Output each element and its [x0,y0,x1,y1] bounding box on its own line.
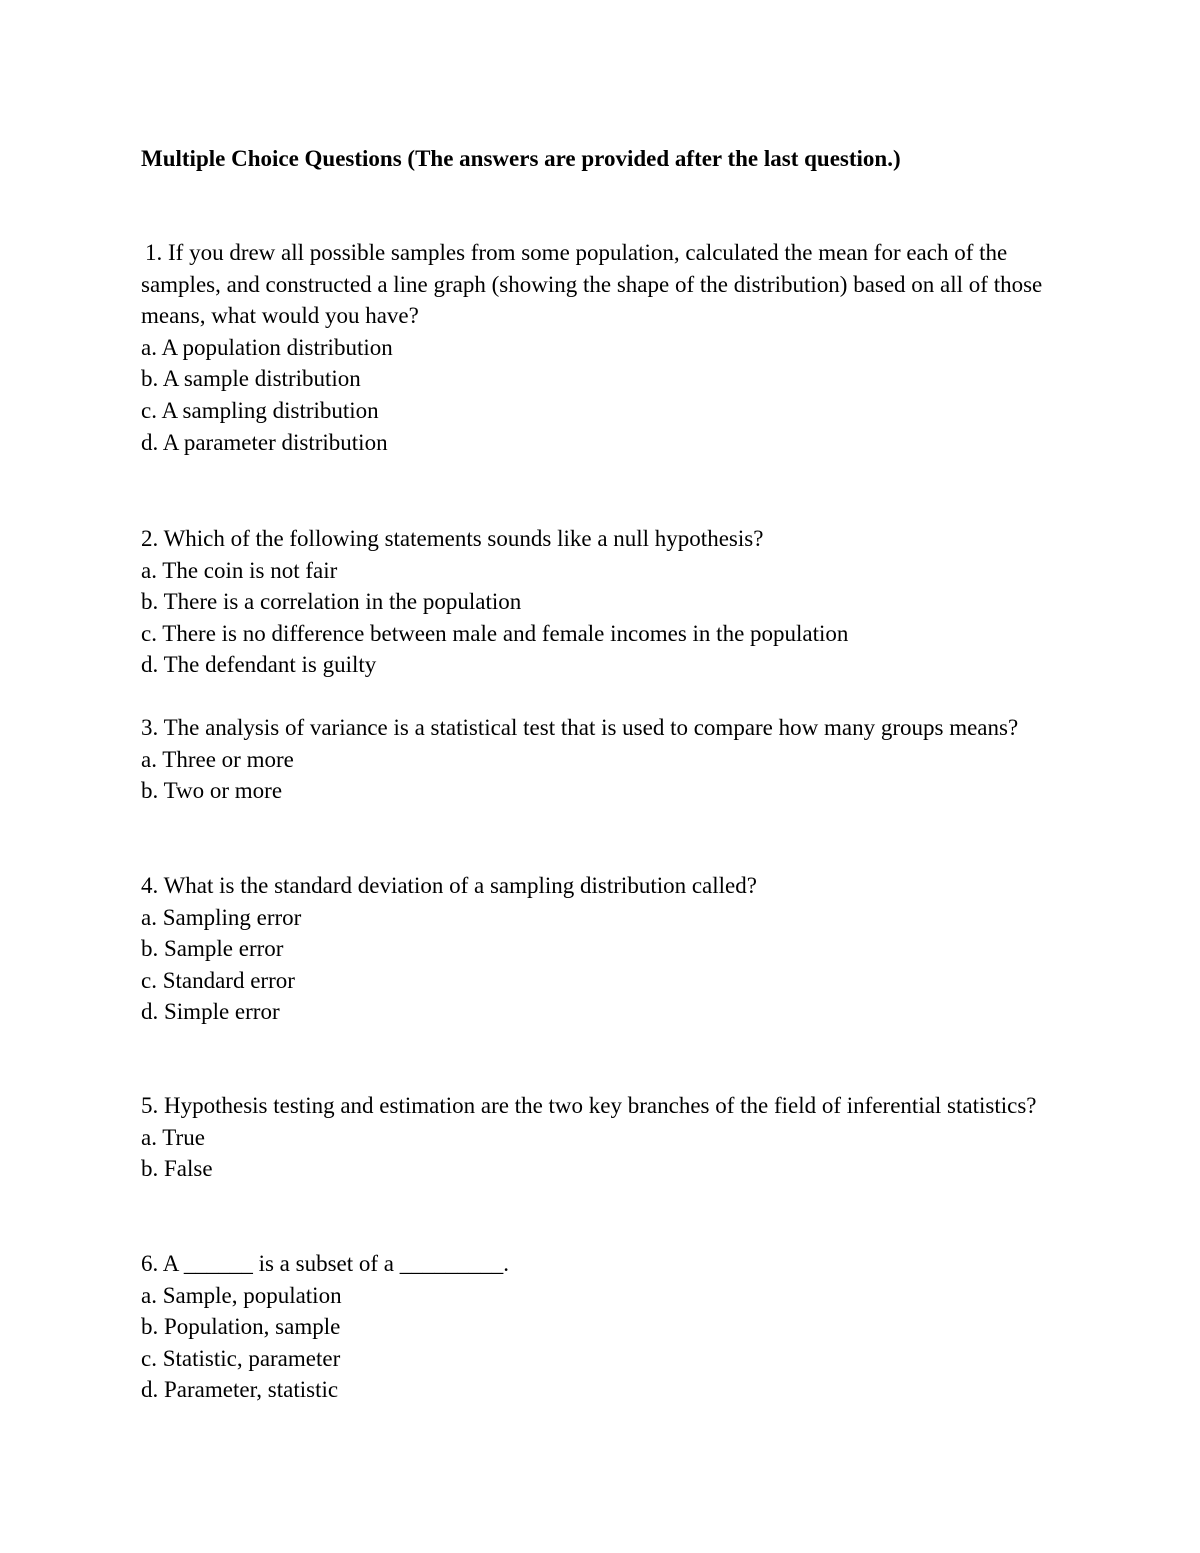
option-b: b. A sample distribution [141,366,361,392]
option-b: b. Population, sample [141,1314,341,1340]
option-c: c. A sampling distribution [141,397,379,423]
option-b: b. False [141,1156,213,1182]
option-b: b. Sample error [141,936,284,962]
question-4 [141,870,1071,1028]
question-text: 5. Hypothesis testing and estimation are the two key branches of the field of inferential statistics? [141,1093,1037,1118]
question-5 [141,1090,1071,1185]
question-text: 4. What is the standard deviation of a sampling distribution called? [141,873,757,898]
option-c: c. Statistic, parameter [141,1345,341,1371]
option-c: c. There is no difference between male and female incomes in the population [141,620,849,646]
question-text: 6. A ______ is a subset of a _________. [141,1251,509,1276]
option-b: b. Two or more [141,778,283,804]
option-a: a. Sampling error [141,904,302,930]
option-list [141,555,1071,681]
option-list [141,902,1071,1028]
option-list [141,1280,1071,1406]
option-a: a. Sample, population [141,1282,342,1308]
option-b: b. There is a correlation in the population [141,589,522,615]
question-3 [141,712,1071,807]
document-title: Multiple Choice Questions (The answers are provided after the last question.) [141,146,901,171]
option-d: d. A parameter distribution [141,429,388,455]
option-a: a. The coin is not fair [141,557,338,583]
question-text: 2. Which of the following statements sounds like a null hypothesis? [141,526,764,551]
option-list [141,332,1071,458]
question-text: 1. If you drew all possible samples from some population, calculated the mean for each of the samples, and constructed a line graph (showing the shape of the distribution) based on all of those means, what would you have? [141,240,1043,329]
question-text: 3. The analysis of variance is a statistical test that is used to compare how many groups means? [141,715,1019,740]
option-a: a. A population distribution [141,334,393,360]
question-6 [141,1248,1071,1406]
option-list [141,1122,1071,1185]
option-d: d. The defendant is guilty [141,652,377,678]
question-2 [141,523,1071,681]
option-d: d. Parameter, statistic [141,1377,339,1403]
option-d: d. Simple error [141,999,280,1025]
option-a: a. True [141,1124,205,1150]
option-a: a. Three or more [141,746,294,772]
option-list [141,744,1071,807]
question-1 [141,237,1071,458]
option-c: c. Standard error [141,967,295,993]
